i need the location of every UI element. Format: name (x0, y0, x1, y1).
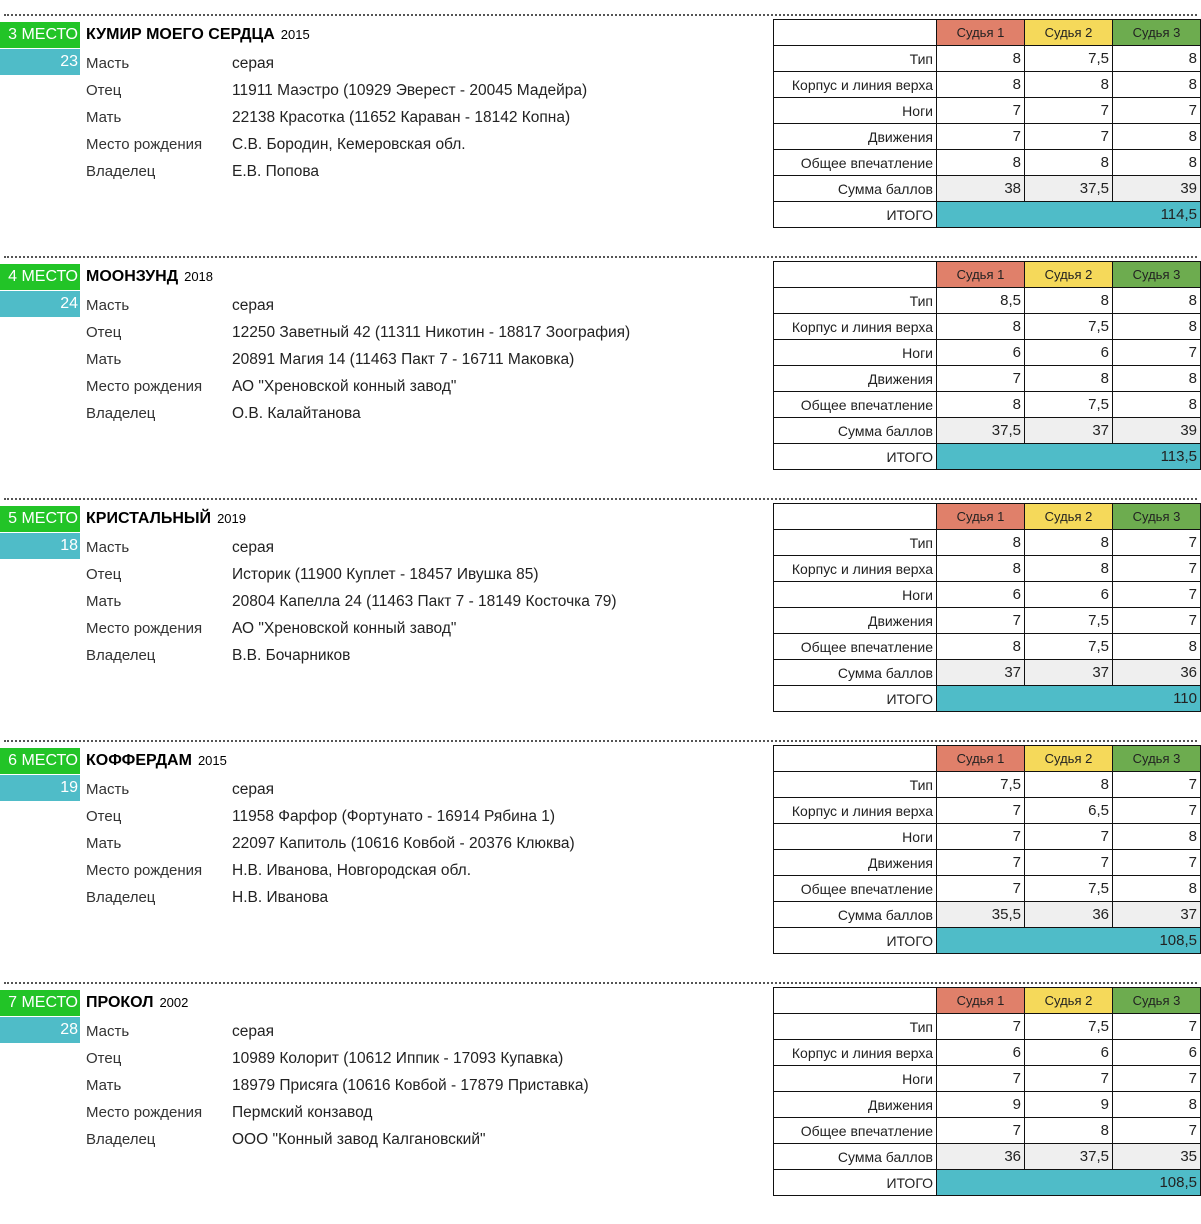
sum-cell: 37 (1025, 660, 1113, 686)
score-cell: 7 (937, 98, 1025, 124)
score-cell: 7,5 (1025, 876, 1113, 902)
score-cell: 7 (937, 608, 1025, 634)
value-mother: 22097 Капитоль (10616 Ковбой - 20376 Клюква) (232, 835, 575, 852)
total-row (774, 444, 1201, 470)
score-cell: 7 (1113, 772, 1201, 798)
score-cell: 7,5 (937, 772, 1025, 798)
value-father: 11911 Маэстро (10929 Эверест - 20045 Мадейра) (232, 82, 588, 99)
score-cell: 8 (937, 530, 1025, 556)
score-row (774, 876, 1201, 902)
total-label: ИТОГО (774, 202, 937, 228)
horse-entry (0, 14, 1201, 256)
value-father: Историк (11900 Куплет - 18457 Ивушка 85) (232, 566, 539, 583)
score-cell: 8 (1113, 124, 1201, 150)
horse-year: 2002 (159, 995, 189, 1010)
sum-row (774, 176, 1201, 202)
sum-row (774, 660, 1201, 686)
criterion-label: Корпус и линия верха (774, 798, 937, 824)
criterion-label: Ноги (774, 98, 937, 124)
score-cell: 8 (937, 392, 1025, 418)
criterion-label: Тип (774, 530, 937, 556)
score-cell: 8 (1025, 772, 1113, 798)
place-badge: 4 МЕСТО (0, 264, 80, 290)
total-row (774, 686, 1201, 712)
criterion-label: Тип (774, 1014, 937, 1040)
score-cell: 8 (937, 46, 1025, 72)
judge2-header: Судья 2 (1025, 988, 1113, 1014)
sum-cell: 37 (1025, 418, 1113, 444)
sum-row (774, 1144, 1201, 1170)
criterion-label: Корпус и линия верха (774, 314, 937, 340)
criterion-label: Корпус и линия верха (774, 72, 937, 98)
score-cell: 7 (1025, 1066, 1113, 1092)
dotted-separator (4, 256, 1197, 258)
label-birthplace: Место рождения (86, 378, 203, 395)
label-owner: Владелец (86, 163, 156, 180)
value-birthplace: Н.В. Иванова, Новгородская обл. (232, 862, 472, 879)
value-father: 10989 Колорит (10612 Иппик - 17093 Купавка) (232, 1050, 564, 1067)
score-row (774, 1014, 1201, 1040)
criterion-label: Ноги (774, 824, 937, 850)
label-mother: Мать (86, 351, 122, 368)
score-cell: 7 (1113, 340, 1201, 366)
label-color: Масть (86, 1023, 130, 1040)
entry-number-badge: 28 (0, 1017, 80, 1043)
score-row (774, 46, 1201, 72)
sum-cell: 39 (1113, 418, 1201, 444)
total-label: ИТОГО (774, 928, 937, 954)
value-owner: ООО "Конный завод Калгановский" (232, 1131, 486, 1148)
value-birthplace: Пермский конзавод (232, 1104, 373, 1121)
label-color: Масть (86, 297, 130, 314)
horse-entry (0, 498, 1201, 740)
judge3-header: Судья 3 (1113, 746, 1201, 772)
place-badge: 6 МЕСТО (0, 748, 80, 774)
scores-table (773, 745, 1201, 954)
score-cell: 7,5 (1025, 46, 1113, 72)
value-birthplace: АО "Хреновской конный завод" (232, 620, 457, 637)
score-cell: 7 (1025, 98, 1113, 124)
horse-name-text: МООНЗУНД (86, 268, 179, 285)
score-cell: 8 (1025, 556, 1113, 582)
sum-cell: 35 (1113, 1144, 1201, 1170)
score-cell: 7,5 (1025, 314, 1113, 340)
label-father: Отец (86, 324, 122, 341)
value-birthplace: АО "Хреновской конный завод" (232, 378, 457, 395)
dotted-separator (4, 740, 1197, 742)
score-cell: 6,5 (1025, 798, 1113, 824)
score-cell: 8 (1025, 288, 1113, 314)
sum-cell: 38 (937, 176, 1025, 202)
criterion-label: Движения (774, 1092, 937, 1118)
score-cell: 7 (937, 798, 1025, 824)
total-row (774, 928, 1201, 954)
score-cell: 8 (1113, 72, 1201, 98)
score-row (774, 366, 1201, 392)
score-cell: 7 (1113, 530, 1201, 556)
score-row (774, 1118, 1201, 1144)
total-row (774, 202, 1201, 228)
value-color: серая (232, 539, 275, 556)
score-cell: 8 (1113, 392, 1201, 418)
horse-name (86, 268, 213, 286)
place-badge: 5 МЕСТО (0, 506, 80, 532)
score-cell: 7,5 (1025, 634, 1113, 660)
label-owner: Владелец (86, 889, 156, 906)
judge1-header: Судья 1 (937, 746, 1025, 772)
score-cell: 7,5 (1025, 1014, 1113, 1040)
score-cell: 8 (937, 314, 1025, 340)
horse-name-text: КУМИР МОЕГО СЕРДЦА (86, 26, 275, 43)
score-cell: 9 (937, 1092, 1025, 1118)
score-row (774, 340, 1201, 366)
entry-number-badge: 23 (0, 49, 80, 75)
total-cell: 110 (937, 686, 1201, 712)
score-cell: 8 (1113, 46, 1201, 72)
label-mother: Мать (86, 593, 122, 610)
criterion-label: Ноги (774, 340, 937, 366)
sum-label: Сумма баллов (774, 418, 937, 444)
total-cell: 114,5 (937, 202, 1201, 228)
horse-name-text: КОФФЕРДАМ (86, 752, 192, 769)
header-row (774, 262, 1201, 288)
criterion-label: Общее впечатление (774, 150, 937, 176)
total-label: ИТОГО (774, 686, 937, 712)
score-row (774, 556, 1201, 582)
criterion-label: Корпус и линия верха (774, 1040, 937, 1066)
score-row (774, 530, 1201, 556)
sum-cell: 36 (1025, 902, 1113, 928)
value-color: серая (232, 781, 275, 798)
sum-label: Сумма баллов (774, 1144, 937, 1170)
score-row (774, 98, 1201, 124)
label-mother: Мать (86, 1077, 122, 1094)
header-row (774, 20, 1201, 46)
sum-cell: 35,5 (937, 902, 1025, 928)
sum-cell: 37,5 (937, 418, 1025, 444)
dotted-separator (4, 498, 1197, 500)
score-cell: 7 (937, 366, 1025, 392)
entry-number-badge: 24 (0, 291, 80, 317)
total-label: ИТОГО (774, 1170, 937, 1196)
score-cell: 7 (1113, 1014, 1201, 1040)
score-cell: 8 (937, 150, 1025, 176)
horse-entry (0, 256, 1201, 498)
value-father: 12250 Заветный 42 (11311 Никотин - 18817 Зоография) (232, 324, 631, 341)
header-empty-cell (774, 746, 937, 772)
sum-cell: 37,5 (1025, 176, 1113, 202)
judge1-header: Судья 1 (937, 988, 1025, 1014)
value-owner: В.В. Бочарников (232, 647, 351, 664)
label-birthplace: Место рождения (86, 862, 203, 879)
header-empty-cell (774, 504, 937, 530)
score-cell: 6 (937, 340, 1025, 366)
horse-year: 2019 (217, 511, 246, 526)
sum-label: Сумма баллов (774, 902, 937, 928)
label-color: Масть (86, 539, 130, 556)
label-birthplace: Место рождения (86, 1104, 203, 1121)
judge2-header: Судья 2 (1025, 746, 1113, 772)
total-cell: 113,5 (937, 444, 1201, 470)
score-cell: 6 (937, 582, 1025, 608)
score-cell: 8 (1113, 314, 1201, 340)
entry-number-badge: 19 (0, 775, 80, 801)
dotted-separator (4, 982, 1197, 984)
score-cell: 8 (1025, 366, 1113, 392)
criterion-label: Ноги (774, 1066, 937, 1092)
judge1-header: Судья 1 (937, 262, 1025, 288)
sum-cell: 39 (1113, 176, 1201, 202)
score-row (774, 582, 1201, 608)
score-cell: 7 (1113, 1066, 1201, 1092)
judge2-header: Судья 2 (1025, 504, 1113, 530)
header-empty-cell (774, 262, 937, 288)
place-badge: 7 МЕСТО (0, 990, 80, 1016)
score-cell: 7 (937, 124, 1025, 150)
label-birthplace: Место рождения (86, 136, 203, 153)
score-row (774, 150, 1201, 176)
total-label: ИТОГО (774, 444, 937, 470)
score-cell: 7 (1113, 1118, 1201, 1144)
score-cell: 8 (1113, 876, 1201, 902)
header-empty-cell (774, 20, 937, 46)
score-cell: 6 (1025, 340, 1113, 366)
criterion-label: Общее впечатление (774, 392, 937, 418)
score-cell: 8 (1113, 366, 1201, 392)
score-cell: 8 (1113, 1092, 1201, 1118)
judge2-header: Судья 2 (1025, 20, 1113, 46)
score-cell: 8 (1025, 72, 1113, 98)
score-cell: 8 (937, 556, 1025, 582)
score-row (774, 1066, 1201, 1092)
score-row (774, 392, 1201, 418)
place-badge: 3 МЕСТО (0, 22, 80, 48)
horse-entry (0, 982, 1201, 1224)
value-father: 11958 Фарфор (Фортунато - 16914 Рябина 1) (232, 808, 556, 825)
score-cell: 8 (1113, 634, 1201, 660)
score-cell: 8 (1113, 150, 1201, 176)
sum-cell: 37,5 (1025, 1144, 1113, 1170)
score-cell: 6 (937, 1040, 1025, 1066)
score-cell: 8 (1025, 530, 1113, 556)
criterion-label: Общее впечатление (774, 1118, 937, 1144)
label-color: Масть (86, 55, 130, 72)
judge3-header: Судья 3 (1113, 20, 1201, 46)
score-row (774, 1040, 1201, 1066)
horse-name-text: ПРОКОЛ (86, 994, 154, 1011)
scores-table (773, 261, 1201, 470)
score-row (774, 1092, 1201, 1118)
sum-row (774, 902, 1201, 928)
score-row (774, 288, 1201, 314)
value-mother: 20804 Капелла 24 (11463 Пакт 7 - 18149 Косточка 79) (232, 593, 617, 610)
value-owner: Н.В. Иванова (232, 889, 329, 906)
criterion-label: Тип (774, 772, 937, 798)
sum-cell: 36 (1113, 660, 1201, 686)
score-cell: 8,5 (937, 288, 1025, 314)
score-row (774, 124, 1201, 150)
score-row (774, 850, 1201, 876)
label-father: Отец (86, 1050, 122, 1067)
sum-cell: 37 (937, 660, 1025, 686)
score-cell: 8 (1025, 150, 1113, 176)
score-cell: 7 (937, 876, 1025, 902)
score-cell: 7 (1025, 124, 1113, 150)
label-color: Масть (86, 781, 130, 798)
score-cell: 7 (937, 1066, 1025, 1092)
score-cell: 7 (1113, 850, 1201, 876)
score-row (774, 798, 1201, 824)
score-row (774, 72, 1201, 98)
score-cell: 8 (937, 634, 1025, 660)
judge3-header: Судья 3 (1113, 988, 1201, 1014)
horse-name (86, 752, 227, 770)
header-row (774, 746, 1201, 772)
score-cell: 7,5 (1025, 608, 1113, 634)
score-cell: 7 (1025, 824, 1113, 850)
score-cell: 7 (1113, 798, 1201, 824)
judge1-header: Судья 1 (937, 20, 1025, 46)
value-color: серая (232, 55, 275, 72)
criterion-label: Тип (774, 288, 937, 314)
value-mother: 18979 Присяга (10616 Ковбой - 17879 Приставка) (232, 1077, 589, 1094)
header-row (774, 504, 1201, 530)
score-cell: 9 (1025, 1092, 1113, 1118)
label-mother: Мать (86, 835, 122, 852)
value-color: серая (232, 297, 275, 314)
criterion-label: Движения (774, 366, 937, 392)
horse-name (86, 26, 310, 44)
dotted-separator (4, 14, 1197, 16)
criterion-label: Движения (774, 608, 937, 634)
score-cell: 6 (1025, 582, 1113, 608)
entry-number-badge: 18 (0, 533, 80, 559)
sum-label: Сумма баллов (774, 176, 937, 202)
scores-table (773, 503, 1201, 712)
value-birthplace: С.В. Бородин, Кемеровская обл. (232, 136, 466, 153)
header-row (774, 988, 1201, 1014)
score-cell: 8 (1113, 824, 1201, 850)
score-row (774, 608, 1201, 634)
score-cell: 7 (937, 824, 1025, 850)
score-cell: 6 (1025, 1040, 1113, 1066)
score-cell: 7 (937, 850, 1025, 876)
score-cell: 7 (1113, 556, 1201, 582)
score-cell: 8 (937, 72, 1025, 98)
criterion-label: Общее впечатление (774, 876, 937, 902)
label-birthplace: Место рождения (86, 620, 203, 637)
score-row (774, 634, 1201, 660)
score-row (774, 824, 1201, 850)
score-cell: 7 (1113, 582, 1201, 608)
judge1-header: Судья 1 (937, 504, 1025, 530)
total-row (774, 1170, 1201, 1196)
label-mother: Мать (86, 109, 122, 126)
criterion-label: Движения (774, 124, 937, 150)
label-father: Отец (86, 566, 122, 583)
value-color: серая (232, 1023, 275, 1040)
score-cell: 7 (937, 1118, 1025, 1144)
value-mother: 22138 Красотка (11652 Караван - 18142 Копна) (232, 109, 571, 126)
score-row (774, 772, 1201, 798)
criterion-label: Общее впечатление (774, 634, 937, 660)
score-cell: 6 (1113, 1040, 1201, 1066)
score-cell: 7 (1113, 608, 1201, 634)
score-row (774, 314, 1201, 340)
label-father: Отец (86, 808, 122, 825)
total-cell: 108,5 (937, 1170, 1201, 1196)
judge3-header: Судья 3 (1113, 504, 1201, 530)
total-cell: 108,5 (937, 928, 1201, 954)
sum-cell: 37 (1113, 902, 1201, 928)
label-father: Отец (86, 82, 122, 99)
sum-cell: 36 (937, 1144, 1025, 1170)
horse-year: 2015 (197, 753, 227, 768)
criterion-label: Корпус и линия верха (774, 556, 937, 582)
label-owner: Владелец (86, 405, 156, 422)
value-owner: О.В. Калайтанова (232, 405, 361, 422)
criterion-label: Ноги (774, 582, 937, 608)
sum-label: Сумма баллов (774, 660, 937, 686)
score-cell: 7 (1113, 98, 1201, 124)
score-cell: 8 (1113, 288, 1201, 314)
score-cell: 7 (1025, 850, 1113, 876)
header-empty-cell (774, 988, 937, 1014)
sum-row (774, 418, 1201, 444)
horse-name (86, 510, 246, 528)
criterion-label: Тип (774, 46, 937, 72)
score-cell: 8 (1025, 1118, 1113, 1144)
criterion-label: Движения (774, 850, 937, 876)
value-owner: Е.В. Попова (232, 163, 320, 180)
label-owner: Владелец (86, 1131, 156, 1148)
horse-year: 2015 (280, 27, 310, 42)
judge3-header: Судья 3 (1113, 262, 1201, 288)
score-cell: 7,5 (1025, 392, 1113, 418)
scores-table (773, 987, 1201, 1196)
judge2-header: Судья 2 (1025, 262, 1113, 288)
horse-entry (0, 740, 1201, 982)
label-owner: Владелец (86, 647, 156, 664)
horse-year: 2018 (184, 269, 214, 284)
score-cell: 7 (937, 1014, 1025, 1040)
scores-table (773, 19, 1201, 228)
value-mother: 20891 Магия 14 (11463 Пакт 7 - 16711 Маковка) (232, 351, 575, 368)
horse-name (86, 994, 188, 1012)
horse-name-text: КРИСТАЛЬНЫЙ (86, 510, 212, 527)
